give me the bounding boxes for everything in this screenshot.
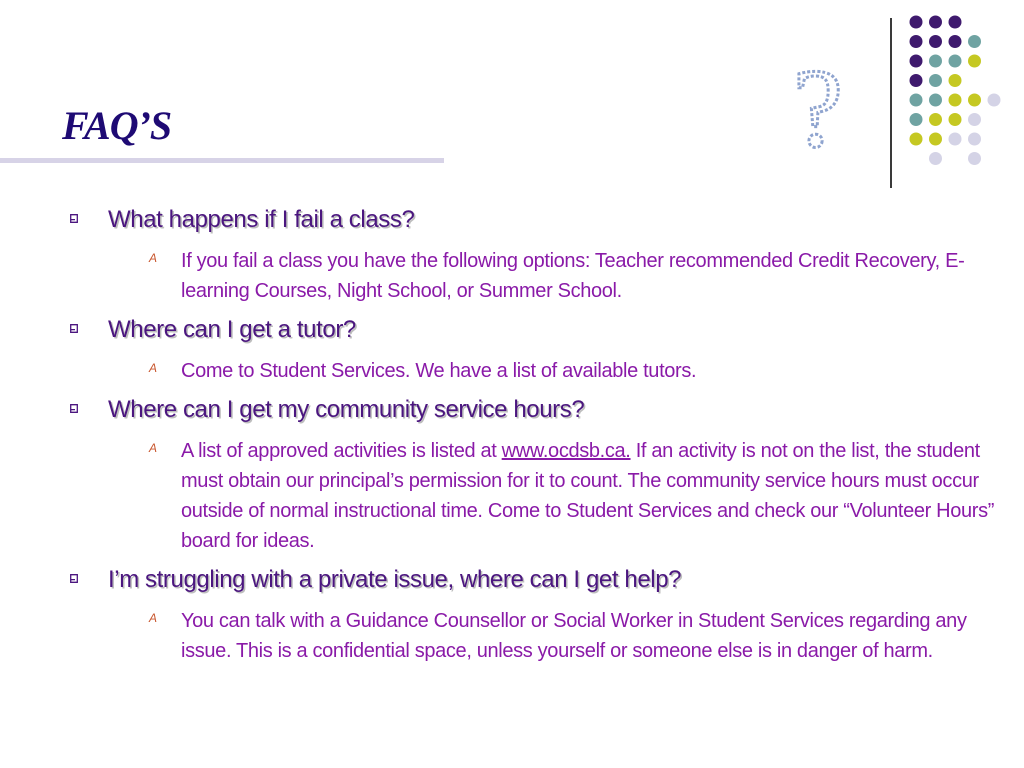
square-outline-icon (70, 404, 78, 413)
question-mark-glyph: ? (793, 50, 843, 160)
faq-question-2 (70, 310, 1010, 350)
answer-text (181, 436, 1010, 556)
small-a-icon: A (149, 361, 158, 375)
decorative-dot (949, 74, 962, 87)
decorative-dot (968, 94, 981, 107)
decorative-dot (929, 74, 942, 87)
question-mark-icon (788, 50, 848, 160)
faq-question-4 (70, 560, 1010, 600)
decorative-dot (968, 133, 981, 146)
square-outline-icon (70, 214, 78, 223)
faq-question-1 (70, 200, 1010, 240)
decorative-dot (910, 16, 923, 29)
decorative-dot (929, 55, 942, 68)
answer-text-before-link: A list of approved activities is listed at (181, 440, 502, 462)
answer-text: If you fail a class you have the following options: Teacher recommended Credit Recovery, E-learning Courses, Night School, or Summer School. (181, 250, 965, 302)
question-text: What happens if I fail a class? (108, 206, 415, 233)
square-outline-icon (70, 574, 78, 583)
decorative-dot (988, 94, 1001, 107)
answer-text: You can talk with a Guidance Counsellor or Social Worker in Student Services regarding any issue. This is a confidential space, unless yourself or someone else is in danger of harm. (181, 610, 967, 662)
decorative-dot (910, 94, 923, 107)
small-a-icon: A (149, 441, 158, 455)
decorative-dot (910, 133, 923, 146)
decorative-dot (949, 94, 962, 107)
faq-question-3 (70, 390, 1010, 430)
question-text: I’m struggling with a private issue, where can I get help? (108, 566, 682, 593)
faq-list (70, 200, 1010, 670)
answer-text-after-link: If an activity is not on the list, the student must obtain our principal’s permission for it to count. The community service hours must occur outside of normal instructional time. Come to Student Services and check our “Volunteer Hours” board for ideas. (181, 440, 995, 552)
faq-answer-4 (70, 606, 1010, 666)
decorative-dot (910, 113, 923, 126)
question-text: Where can I get my community service hours? (108, 396, 585, 423)
decorative-dot (929, 16, 942, 29)
decorative-dot (929, 35, 942, 48)
small-a-icon: A (149, 611, 158, 625)
faq-answer-3 (70, 436, 1010, 556)
decorative-vertical-line (890, 18, 892, 188)
decorative-dot (949, 113, 962, 126)
decorative-dot (929, 133, 942, 146)
decorative-dot (910, 55, 923, 68)
decorative-dot (968, 55, 981, 68)
title-underline-rule (0, 158, 444, 163)
question-text: Where can I get a tutor? (108, 316, 356, 343)
slide-title: FAQ’S (62, 103, 172, 148)
faq-answer-1 (70, 246, 1010, 306)
square-outline-icon (70, 324, 78, 333)
decorative-dot (910, 35, 923, 48)
faq-answer-2 (70, 356, 1010, 386)
decorative-dot (968, 35, 981, 48)
decorative-dot (929, 94, 942, 107)
dot-grid-decoration (906, 12, 1006, 172)
decorative-dot (949, 35, 962, 48)
decorative-dot (949, 133, 962, 146)
decorative-dot (910, 74, 923, 87)
small-a-icon: A (149, 251, 158, 265)
decorative-dot (929, 113, 942, 126)
decorative-dot (929, 152, 942, 165)
decorative-dot (968, 152, 981, 165)
decorative-dot (949, 16, 962, 29)
decorative-dot (949, 55, 962, 68)
ocdsb-website-link[interactable]: www.ocdsb.ca. (501, 440, 631, 462)
decorative-dot (968, 113, 981, 126)
answer-text: Come to Student Services. We have a list of available tutors. (181, 360, 697, 382)
